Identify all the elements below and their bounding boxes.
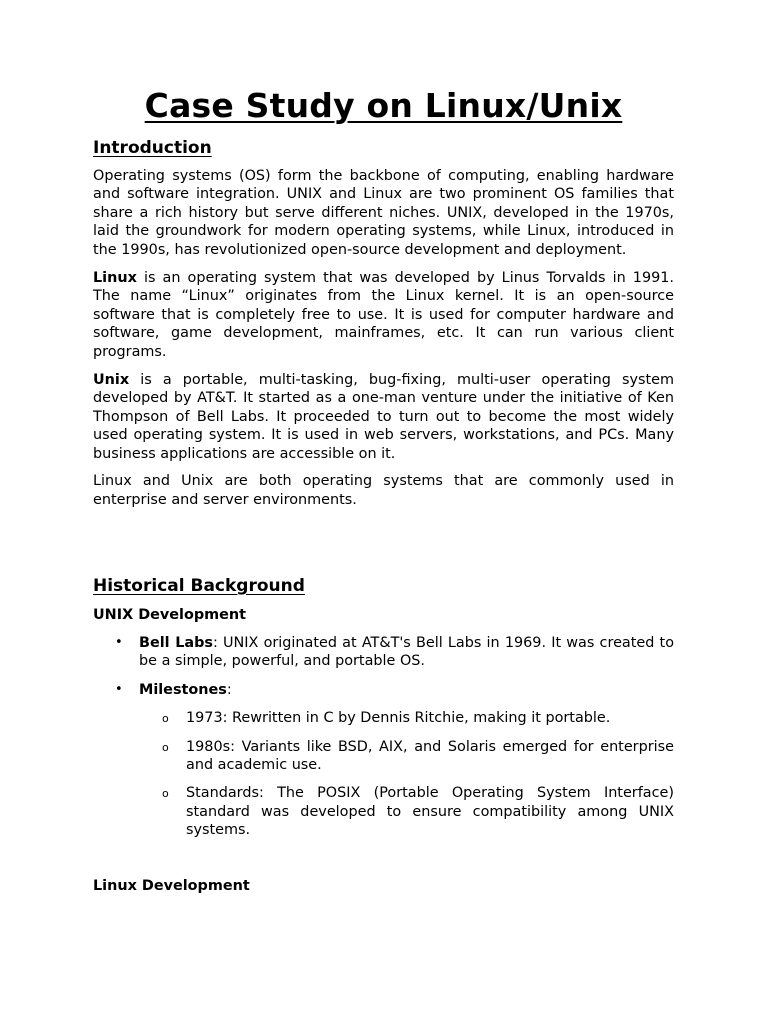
sub-bullet-icon: o [162,740,169,754]
milestones-colon: : [226,681,232,698]
unix-development-heading: UNIX Development [93,606,247,623]
sub-bullet-icon: o [162,787,169,801]
bell-labs-term: Bell Labs [139,634,213,651]
historical-background-heading: Historical Background [93,575,305,596]
unix-text: is a portable, multi-tasking, bug-fixing, multi-user operating system developed by AT&T. It started as a one-man venture under the initiative of Ken Thompson of Bell Labs. It proceeded to turn out to become the most widely used operating system. It is used in web servers, workstations, and PCs. Many business applications are accessible on it. [93,372,674,462]
linux-term: Linux [93,270,137,287]
milestone-text: 1973: Rewritten in C by Dennis Ritchie, making it portable. [186,710,611,727]
milestone-text: 1980s: Variants like BSD, AIX, and Solaris emerged for enterprise and academic use. [186,738,674,773]
linux-paragraph [93,269,674,361]
sub-list-item [93,709,674,727]
bell-labs-text: : UNIX originated at AT&T's Bell Labs in 1969. It was created to be a simple, powerful, and portable OS. [139,634,674,670]
document-body [93,84,674,895]
list-item-bell-labs [93,634,674,671]
page-title: Case Study on Linux/Unix [144,86,623,125]
sub-list-item [93,784,674,839]
sub-list-item [93,738,674,775]
milestones-term: Milestones [139,681,227,698]
list-item-milestones [93,681,674,699]
unix-paragraph [93,371,674,463]
comparison-paragraph: Linux and Unix are both operating systems that are commonly used in enterprise and server environments. [93,473,674,508]
introduction-heading: Introduction [93,138,212,158]
linux-development-heading: Linux Development [93,877,250,894]
bullet-icon: • [115,681,123,697]
linux-text: is an operating system that was developed by Linus Torvalds in 1991. The name “Linux” originates from the Linux kernel. It is an open-source software that is completely free to use. It is used for computer hardware and software, game development, mainframes, etc. It can run various client programs. [93,270,674,360]
sub-bullet-icon: o [162,712,169,726]
unix-term: Unix [93,372,130,389]
milestone-text: Standards: The POSIX (Portable Operating System Interface) standard was developed to ensure compatibility among UNIX systems. [186,785,674,839]
bullet-icon: • [115,634,123,650]
intro-paragraph: Operating systems (OS) form the backbone of computing, enabling hardware and software integration. UNIX and Linux are two prominent OS families that share a rich history but serve different niches. UNIX, developed in the 1970s, laid the groundwork for modern operating systems, while Linux, introduced in the 1990s, has revolutionized open-source development and deployment. [93,168,674,258]
